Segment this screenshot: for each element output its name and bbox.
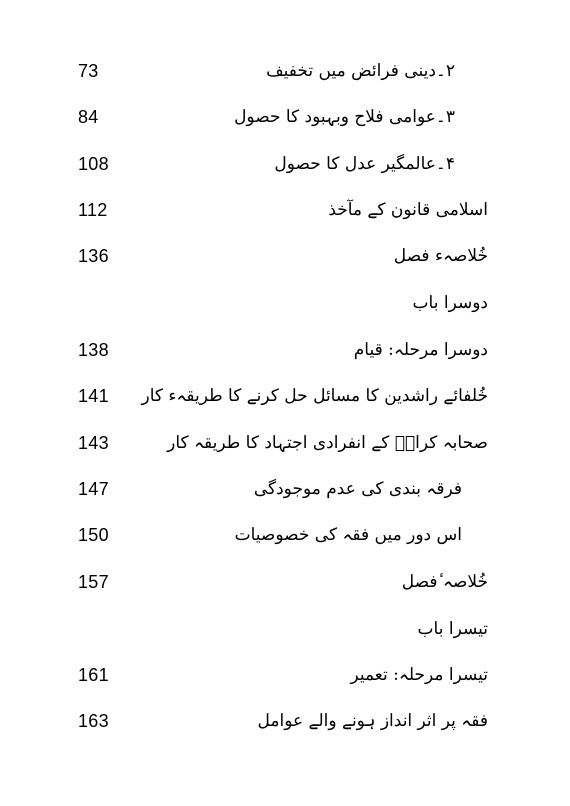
toc-entry-title: ۴۔عالمگیر عدل کا حصول: [274, 154, 455, 174]
toc-entry-title: خُلاصہ ٔفصل: [401, 572, 488, 592]
toc-page-number: 141: [78, 386, 109, 406]
toc-row: [0, 196, 570, 226]
toc-row: [0, 521, 570, 551]
toc-entry-title: ۲۔دینی فرائض میں تخفیف: [266, 61, 455, 81]
chapter-heading-row: [0, 615, 570, 645]
toc-page-number: 73: [78, 61, 99, 81]
toc-entry-title: دوسرا مرحلہ: قیام: [353, 340, 488, 360]
toc-page-number: 150: [78, 525, 109, 545]
toc-page-number: 143: [78, 433, 109, 453]
toc-entry-title: اسلامی قانون کے مآخذ: [328, 200, 488, 220]
toc-entry-title: ۳۔عوامی فلاح وبہبود کا حصول: [234, 107, 455, 127]
toc-row: [0, 429, 570, 459]
toc-row: [0, 568, 570, 598]
toc-page-number: 163: [78, 711, 109, 731]
toc-page-number: 84: [78, 107, 99, 127]
chapter-heading: دوسرا باب: [412, 293, 488, 313]
toc-entry-title: خُلفائے راشدین کا مسائل حل کرنے کا طریقہء کار: [141, 386, 488, 406]
toc-page-number: 112: [78, 200, 108, 220]
toc-row: [0, 336, 570, 366]
toc-entry-title: فقہ پر اثر انداز ہونے والے عوامل: [257, 711, 488, 731]
toc-page-number: 136: [78, 246, 109, 266]
toc-row: [0, 242, 570, 272]
toc-entry-title: صحابہ کرامؓ کے انفرادی اجتہاد کا طریقہ کار: [167, 433, 488, 453]
toc-entry-title: اس دور میں فقہ کی خصوصیات: [234, 525, 462, 545]
toc-page-number: 147: [78, 479, 109, 499]
toc-entry-title: فرقہ بندی کی عدم موجودگی: [253, 479, 462, 499]
toc-row: [0, 707, 570, 737]
toc-row: [0, 661, 570, 691]
toc-page-number: 157: [78, 572, 109, 592]
chapter-heading: تیسرا باب: [417, 619, 488, 639]
toc-page-number: 161: [78, 665, 109, 685]
toc-entry-title: تیسرا مرحلہ: تعمیر: [350, 665, 488, 685]
chapter-heading-row: [0, 289, 570, 319]
toc-entry-title: خُلاصہء فصل: [393, 246, 488, 266]
toc-page-number: 138: [78, 340, 109, 360]
toc-row: [0, 150, 570, 180]
toc-row: [0, 382, 570, 412]
toc-row: [0, 475, 570, 505]
toc-page-number: 108: [78, 154, 109, 174]
toc-row: [0, 57, 570, 87]
toc-row: [0, 103, 570, 133]
